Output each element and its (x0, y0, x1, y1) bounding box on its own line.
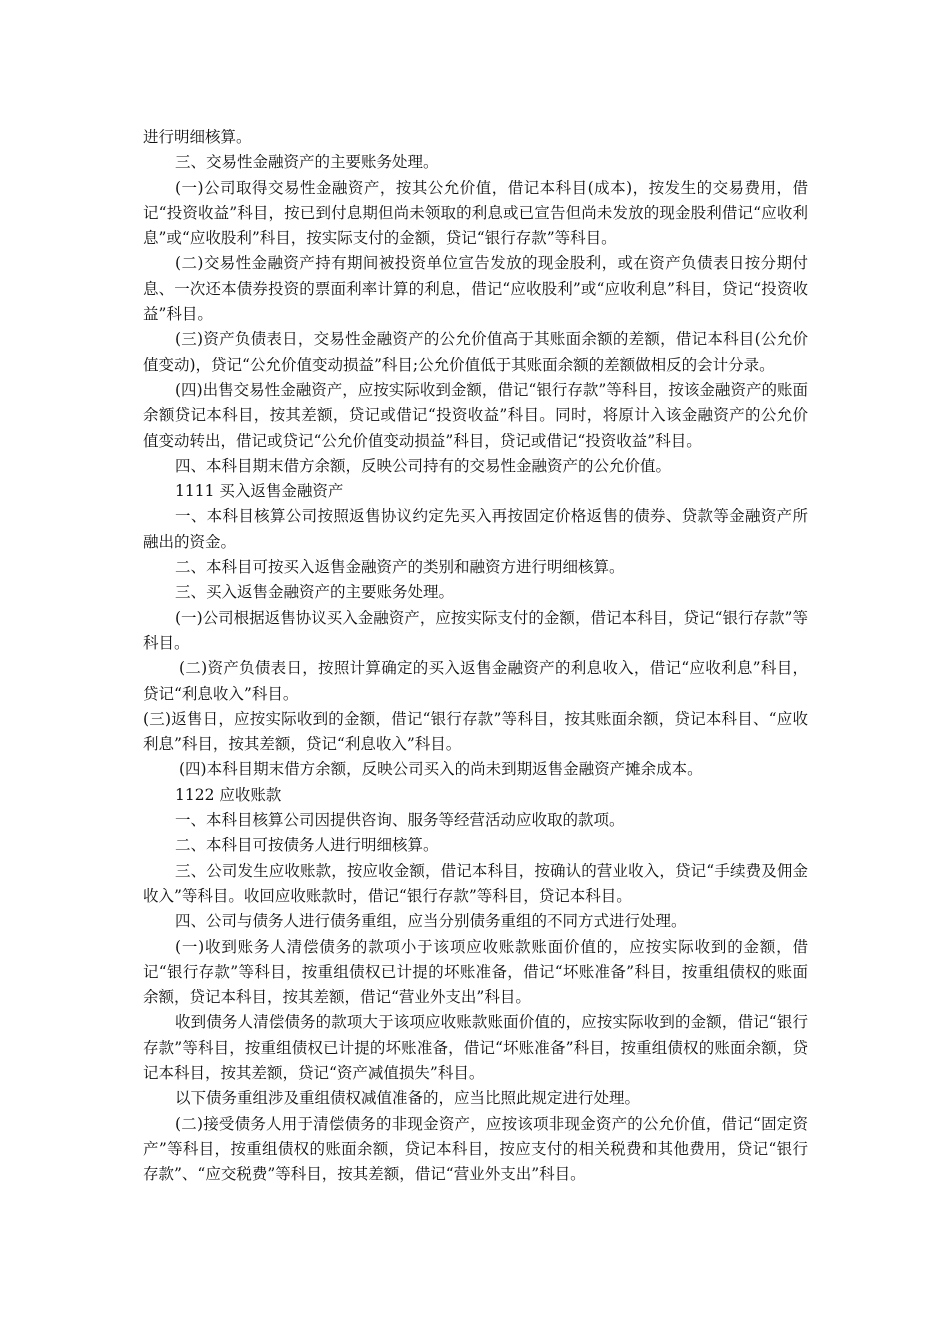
paragraph-1122-item-2: (二)接受债务人用于清偿债务的非现金资产，应按该项非现金资产的公允价值，借记“固定资产”等科目，按重组债权的账面余额，贷记本科目，按应支付的相关税费和其他费用，贷记“银行存款”、“应交税费”等科目，按其差额，借记“营业外支出”科目。 (143, 1114, 808, 1184)
paragraph-1122-note: 以下债务重组涉及重组债权减值准备的，应当比照此规定进行处理。 (175, 1089, 641, 1108)
paragraph-1111-section-three: 三、买入返售金融资产的主要账务处理。 (175, 583, 455, 602)
paragraph-section-four: 四、本科目期末借方余额，反映公司持有的交易性金融资产的公允价值。 (175, 456, 672, 475)
paragraph-item-4: (四)出售交易性金融资产，应按实际收到金额，借记“银行存款”等科目，按该金融资产的账面余额贷记本科目，按其差额，贷记或借记“投资收益”科目。同时，将原计入该金融资产的公允价值变动转出，借记或贷记“公允价值变动损益”科目，贷记或借记“投资收益”科目。 (143, 380, 808, 450)
account-heading-1111: 1111 买入返售金融资产 (175, 482, 344, 501)
paragraph-1111-section-two: 二、本科目可按买入返售金融资产的类别和融资方进行明细核算。 (175, 558, 625, 577)
paragraph-1122-section-four: 四、公司与债务人进行债务重组，应当分别债务重组的不同方式进行处理。 (175, 912, 687, 931)
paragraph-1122-item-1: (一)收到账务人清偿债务的款项小于该项应收账款账面价值的，应按实际收到的金额，借记“银行存款”等科目，按重组债权已计提的坏账准备，借记“坏账准备”科目，按重组债权的账面余额，贷记本科目，按其差额，借记“营业外支出”科目。 (143, 937, 808, 1007)
paragraph-1122-section-two: 二、本科目可按债务人进行明细核算。 (175, 836, 439, 855)
account-heading-1122: 1122 应收账款 (175, 785, 282, 804)
paragraph-1111-item-1: (一)公司根据返售协议买入金融资产，应按实际支付的金额，借记本科目，贷记“银行存款”等科目。 (143, 608, 808, 652)
paragraph-1111-item-2: (二)资产负债表日，按照计算确定的买入返售金融资产的利息收入，借记“应收利息”科目，贷记“利息收入”科目。 (143, 659, 808, 703)
paragraph-item-3: (三)资产负债表日，交易性金融资产的公允价值高于其账面余额的差额，借记本科目(公允价值变动)，贷记“公允价值变动损益”科目;公允价值低于其账面余额的差额做相反的会计分录。 (143, 330, 808, 374)
document-body (143, 125, 808, 1187)
paragraph-1122-section-three: 三、公司发生应收账款，按应收金额，借记本科目，按确认的营业收入，贷记“手续费及佣金收入”等科目。收回应收账款时，借记“银行存款”等科目，贷记本科目。 (143, 861, 808, 905)
paragraph-item-1: (一)公司取得交易性金融资产，按其公允价值，借记本科目(成本)，按发生的交易费用，借记“投资收益”科目，按已到付息期但尚未领取的利息或已宣告但尚未发放的现金股利借记“应收利息”或“应收股利”科目，按实际支付的金额，贷记“银行存款”等科目。 (143, 178, 808, 248)
paragraph-section-three-heading: 三、交易性金融资产的主要账务处理。 (175, 153, 439, 172)
paragraph-1122-item-1-cont: 收到债务人清偿债务的款项大于该项应收账款账面价值的，应按实际收到的金额，借记“银行存款”等科目，按重组债权已计提的坏账准备，借记“坏账准备”科目，按重组债权的账面余额，贷记本科目，按其差额，贷记“资产减值损失”科目。 (143, 1013, 808, 1082)
paragraph-1111-item-3: (三)返售日，应按实际收到的金额，借记“银行存款”等科目，按其账面余额，贷记本科目、“应收利息”科目，按其差额，贷记“利息收入”科目。 (143, 709, 808, 754)
paragraph-item-2: (二)交易性金融资产持有期间被投资单位宣告发放的现金股利，或在资产负债表日按分期付息、一次还本债券投资的票面利率计算的利息，借记“应收股利”或“应收利息”科目，贷记“投资收益”科目。 (143, 254, 808, 324)
paragraph-1111-section-one: 一、本科目核算公司按照返售协议约定先买入再按固定价格返售的债券、贷款等金融资产所融出的资金。 (143, 507, 808, 551)
paragraph-1111-item-4: (四)本科目期末借方余额，反映公司买入的尚未到期返售金融资产摊余成本。 (179, 760, 703, 779)
paragraph-1122-section-one: 一、本科目核算公司因提供咨询、服务等经营活动应收取的款项。 (175, 811, 625, 830)
paragraph-continuation: 进行明细核算。 (143, 128, 252, 146)
